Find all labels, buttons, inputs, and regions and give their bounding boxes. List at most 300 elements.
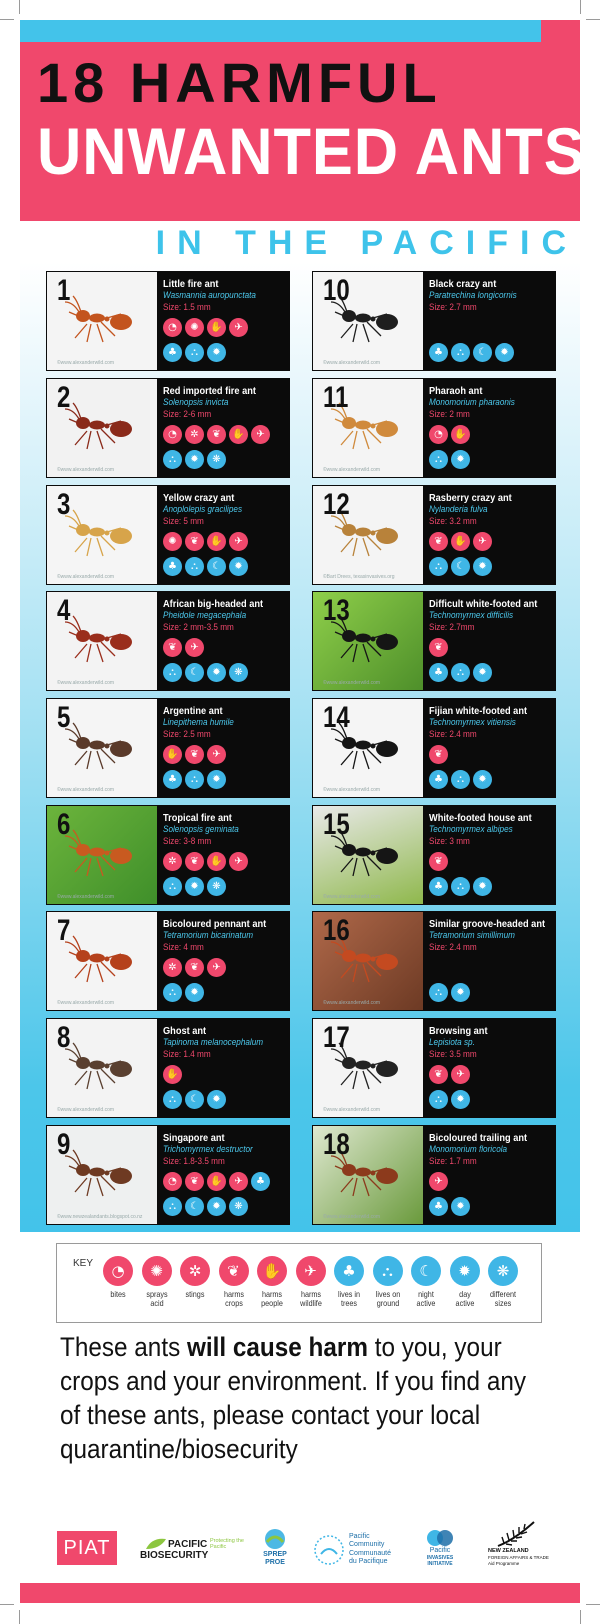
lives-on-ground-icon: ⛬: [163, 983, 182, 1002]
ant-scientific-name: Technomyrmex albipes: [429, 824, 513, 835]
night-active-icon: ☾: [185, 663, 204, 682]
ant-card: [312, 1125, 556, 1225]
photo-credit: ©www.alexanderwild.com: [323, 360, 381, 366]
ant-name: Red imported fire ant: [163, 385, 256, 397]
ant-scientific-name: Monomorium floricola: [429, 1144, 508, 1155]
ant-size: Size: 2 mm-3.5 mm: [163, 622, 234, 633]
photo-credit: ©www.alexanderwild.com: [323, 467, 381, 473]
ant-photo: [313, 1126, 423, 1224]
trait-icon-row: [429, 557, 492, 577]
lives-on-ground-icon: ⛬: [451, 770, 470, 789]
lives-in-trees-icon: ♣: [163, 557, 182, 576]
ant-name: Black crazy ant: [429, 278, 497, 290]
key-item-label: stings: [185, 1289, 205, 1299]
ant-size: Size: 1.5 mm: [163, 302, 211, 313]
day-active-icon: ✹: [185, 877, 204, 896]
day-active-icon: ✹: [451, 1197, 470, 1216]
ant-photo: [313, 699, 423, 797]
ant-scientific-name: Pheidole megacephala: [163, 610, 247, 621]
key-item-lives-on-ground: [368, 1256, 408, 1308]
ant-number: 11: [323, 381, 349, 414]
ant-photo: [47, 592, 157, 690]
ant-info: [163, 1132, 287, 1168]
photo-credit: ©www.alexanderwild.com: [57, 787, 115, 793]
ant-card: [46, 591, 290, 691]
ant-info: [163, 278, 287, 314]
night-active-icon: ☾: [185, 1090, 204, 1109]
ant-card: [46, 911, 290, 1011]
trait-icon-row: [429, 1172, 448, 1192]
harms-crops-icon: ❦: [429, 852, 448, 871]
key-item-harms-wildlife: [291, 1256, 331, 1308]
ant-scientific-name: Linepithema humile: [163, 717, 234, 728]
ant-size: Size: 2 mm: [429, 409, 470, 420]
harms-people-icon: ✋: [229, 425, 248, 444]
harms-crops-icon: ❦: [429, 745, 448, 764]
key-item-label: day active: [455, 1289, 474, 1308]
day-active-icon: ✹: [185, 983, 204, 1002]
lives-in-trees-icon: ♣: [429, 770, 448, 789]
ant-number: 5: [57, 701, 71, 734]
harms-people-icon: ✋: [451, 425, 470, 444]
ant-name: Singapore ant: [163, 1132, 225, 1144]
key-item-label: harms crops: [223, 1289, 244, 1308]
ant-photo: [47, 379, 157, 477]
bites-icon: ◔: [429, 425, 448, 444]
ant-info: [429, 1132, 553, 1168]
lives-on-ground-icon: ⛬: [163, 1090, 182, 1109]
day-active-icon: ✹: [473, 770, 492, 789]
ant-scientific-name: Monomorium pharaonis: [429, 397, 515, 408]
trait-icon-row: [163, 745, 226, 765]
trait-icon-row: [163, 343, 226, 363]
crop-mark: [19, 1610, 20, 1624]
different-sizes-icon: ❋: [229, 1197, 248, 1216]
ant-name: Pharaoh ant: [429, 385, 483, 397]
ant-card: [312, 698, 556, 798]
ant-card: [46, 805, 290, 905]
ant-info: [163, 598, 287, 634]
title-line-1: 18 HARMFUL: [37, 51, 442, 114]
ant-info: [429, 278, 553, 314]
ant-photo: [47, 1019, 157, 1117]
harms-people-icon: ✋: [207, 852, 226, 871]
bites-icon: ◔: [163, 318, 182, 337]
lives-on-ground-icon: ⛬: [185, 557, 204, 576]
trait-icon-row: [429, 983, 470, 1003]
ant-size: Size: 3.2 mm: [429, 516, 477, 527]
key-item-stings: [175, 1256, 215, 1299]
ant-scientific-name: Lepisiota sp.: [429, 1037, 475, 1048]
ant-number: 7: [57, 914, 71, 947]
harms-wildlife-icon: ✈: [229, 852, 248, 871]
ant-number: 13: [323, 594, 350, 627]
trait-icon-row: [163, 532, 248, 552]
proe-text: PROE: [265, 1559, 285, 1566]
pii-line1: Pacific: [429, 1547, 451, 1554]
ant-size: Size: 2.7 mm: [429, 302, 477, 313]
ant-size: Size: 1.4 mm: [163, 1049, 211, 1060]
ant-size: Size: 5 mm: [163, 516, 204, 527]
ant-card: [312, 378, 556, 478]
ant-info: [163, 385, 287, 421]
harms-crops-icon: ❦: [185, 532, 204, 551]
ant-card: [312, 485, 556, 585]
nz-line1: NEW ZEALAND: [488, 1548, 529, 1554]
ant-name: Rasberry crazy ant: [429, 492, 512, 504]
harms-people-icon: ✋: [207, 1172, 226, 1191]
ant-photo: [313, 806, 423, 904]
ant-name: Fijian white-footed ant: [429, 705, 528, 717]
ant-scientific-name: Solenopsis invicta: [163, 397, 229, 408]
harms-wildlife-icon: ✈: [473, 532, 492, 551]
ant-info: [163, 705, 287, 741]
harms-crops-icon: ❦: [429, 1065, 448, 1084]
ant-photo: [47, 806, 157, 904]
ant-name: African big-headed ant: [163, 598, 264, 610]
title-line-2: UNWANTED ANTS: [37, 114, 586, 188]
nz-aid-logo: [488, 1520, 548, 1572]
lives-in-trees-icon: ♣: [163, 343, 182, 362]
lives-on-ground-icon: ⛬: [429, 557, 448, 576]
ant-card: [46, 1125, 290, 1225]
sprep-emblem-icon: [262, 1528, 288, 1550]
harms-crops-icon: ❦: [219, 1256, 249, 1286]
key-item-different-sizes: [483, 1256, 523, 1308]
harms-wildlife-icon: ✈: [429, 1172, 448, 1191]
trait-icon-row: [163, 983, 204, 1003]
ant-info: [429, 705, 553, 741]
ant-photo: [47, 272, 157, 370]
photo-credit: ©www.alexanderwild.com: [57, 360, 115, 366]
lives-on-ground-icon: ⛬: [429, 1090, 448, 1109]
ant-name: Ghost ant: [163, 1025, 207, 1037]
sprays-acid-icon: ✺: [142, 1256, 172, 1286]
harms-crops-icon: ❦: [185, 1172, 204, 1191]
night-active-icon: ☾: [473, 343, 492, 362]
ant-info: [429, 598, 553, 634]
key-item-day-active: [445, 1256, 485, 1308]
ant-name: Argentine ant: [163, 705, 223, 717]
night-active-icon: ☾: [451, 557, 470, 576]
crop-mark: [0, 19, 14, 20]
ant-name: Tropical fire ant: [163, 812, 232, 824]
ant-card: [46, 378, 290, 478]
harms-crops-icon: ❦: [429, 638, 448, 657]
different-sizes-icon: ❋: [207, 450, 226, 469]
ant-card: [46, 698, 290, 798]
trait-icon-row: [429, 877, 492, 897]
footer-text-1: These ants: [60, 1332, 187, 1362]
lives-on-ground-icon: ⛬: [451, 663, 470, 682]
stings-icon: ✲: [185, 425, 204, 444]
subtitle: IN THE PACIFIC: [155, 224, 578, 262]
ant-scientific-name: Tetramorium simillimum: [429, 930, 515, 941]
lives-on-ground-icon: ⛬: [163, 450, 182, 469]
spc-line1: Pacific: [349, 1533, 370, 1540]
lives-on-ground-icon: ⛬: [163, 663, 182, 682]
ant-info: [163, 1025, 287, 1061]
ant-photo: [47, 699, 157, 797]
day-active-icon: ✹: [451, 1090, 470, 1109]
ant-scientific-name: Wasmannia auropunctata: [163, 290, 256, 301]
trait-icon-row: [163, 450, 226, 470]
ant-size: Size: 1.8-3.5 mm: [163, 1156, 225, 1167]
key-item-label: lives in trees: [337, 1289, 361, 1308]
trait-icon-row: [163, 1065, 182, 1085]
footer-text-2: to you, your crops and your environment. If you find any of these ants, please contact your local quarantine/biosecurity: [60, 1332, 527, 1464]
ant-scientific-name: Technomyrmex vitiensis: [429, 717, 516, 728]
harms-wildlife-icon: ✈: [451, 1065, 470, 1084]
trait-icon-row: [163, 1197, 248, 1217]
ant-number: 9: [57, 1128, 71, 1161]
trait-icon-row: [163, 958, 226, 978]
spc-line3: Communauté: [349, 1550, 392, 1557]
fern-icon: [496, 1520, 536, 1548]
lives-on-ground-icon: ⛬: [451, 877, 470, 896]
pii-emblem-icon: [425, 1529, 455, 1547]
nz-line2: FOREIGN AFFAIRS & TRADE: [488, 1555, 549, 1560]
ant-photo: [313, 912, 423, 1010]
harms-wildlife-icon: ✈: [207, 745, 226, 764]
lives-on-ground-icon: ⛬: [373, 1256, 403, 1286]
key-item-lives-in-trees: [329, 1256, 369, 1308]
footer-text-bold: will cause harm: [186, 1332, 368, 1362]
harms-wildlife-icon: ✈: [229, 318, 248, 337]
ant-photo: [313, 1019, 423, 1117]
ant-name: Difficult white-footed ant: [429, 598, 538, 610]
ant-card: [46, 1018, 290, 1118]
nz-line3: Aid Programme: [488, 1561, 520, 1566]
leaf-icon: [144, 1537, 168, 1551]
spc-line4: du Pacifique: [349, 1558, 388, 1565]
ant-photo: [47, 912, 157, 1010]
crop-mark: [19, 0, 20, 14]
trait-icon-row: [163, 663, 248, 683]
ant-photo: [47, 486, 157, 584]
ant-info: [163, 918, 287, 954]
trait-icon-row: [429, 1197, 470, 1217]
key-item-night-active: [406, 1256, 446, 1308]
different-sizes-icon: ❋: [207, 877, 226, 896]
trait-icon-row: [163, 425, 270, 445]
ant-name: Bicoloured trailing ant: [429, 1132, 528, 1144]
lives-on-ground-icon: ⛬: [185, 770, 204, 789]
ant-photo: [313, 486, 423, 584]
ant-info: [429, 385, 553, 421]
lives-in-trees-icon: ♣: [429, 663, 448, 682]
trait-icon-row: [429, 852, 448, 872]
stings-icon: ✲: [180, 1256, 210, 1286]
bites-icon: ◔: [163, 425, 182, 444]
lives-on-ground-icon: ⛬: [163, 877, 182, 896]
photo-credit: ©www.alexanderwild.com: [57, 1000, 115, 1006]
harms-people-icon: ✋: [163, 745, 182, 764]
key-item-label: sprays acid: [145, 1289, 168, 1308]
ant-scientific-name: Paratrechina longicornis: [429, 290, 517, 301]
ant-number: 6: [57, 808, 71, 841]
key-item-label: lives on ground: [375, 1289, 400, 1308]
trait-icon-row: [163, 877, 226, 897]
lives-on-ground-icon: ⛬: [163, 1197, 182, 1216]
ant-info: [429, 812, 553, 848]
bites-icon: ◔: [103, 1256, 133, 1286]
harms-crops-icon: ❦: [207, 425, 226, 444]
day-active-icon: ✹: [451, 450, 470, 469]
lives-on-ground-icon: ⛬: [429, 983, 448, 1002]
day-active-icon: ✹: [473, 557, 492, 576]
trait-icon-row: [429, 770, 492, 790]
trait-icon-row: [429, 343, 514, 363]
ant-name: White-footed house ant: [429, 812, 532, 824]
ant-number: 2: [57, 381, 71, 414]
day-active-icon: ✹: [450, 1256, 480, 1286]
lives-in-trees-icon: ♣: [429, 1197, 448, 1216]
lives-on-ground-icon: ⛬: [429, 450, 448, 469]
ant-size: Size: 2.7mm: [429, 622, 475, 633]
photo-credit: ©www.alexanderwild.com: [57, 680, 115, 686]
night-active-icon: ☾: [185, 1197, 204, 1216]
trait-icon-row: [163, 1090, 226, 1110]
lives-in-trees-icon: ♣: [251, 1172, 270, 1191]
ant-name: Yellow crazy ant: [163, 492, 235, 504]
trait-icon-row: [163, 318, 248, 338]
ant-name: Little fire ant: [163, 278, 219, 290]
day-active-icon: ✹: [207, 1090, 226, 1109]
photo-credit: ©www.alexanderwild.com: [323, 1107, 381, 1113]
ant-scientific-name: Anoplolepis gracilipes: [163, 504, 243, 515]
ant-size: Size: 2.5 mm: [163, 729, 211, 740]
different-sizes-icon: ❋: [229, 663, 248, 682]
pacific-biosecurity-sub: Protecting the Pacific: [210, 1538, 244, 1550]
spc-emblem-icon: [313, 1534, 345, 1566]
pacific-biosecurity-line1: PACIFIC: [168, 1539, 208, 1550]
ant-card: [312, 911, 556, 1011]
ant-number: 10: [323, 274, 350, 307]
day-active-icon: ✹: [185, 450, 204, 469]
ant-scientific-name: Trichomyrmex destructor: [163, 1144, 253, 1155]
ant-size: Size: 1.7 mm: [429, 1156, 477, 1167]
trait-icon-row: [429, 1090, 470, 1110]
ant-number: 17: [323, 1021, 350, 1054]
ant-info: [429, 492, 553, 528]
crop-mark: [0, 1604, 14, 1605]
harms-crops-icon: ❦: [429, 532, 448, 551]
lives-in-trees-icon: ♣: [334, 1256, 364, 1286]
crop-mark: [586, 19, 600, 20]
day-active-icon: ✹: [229, 557, 248, 576]
harms-wildlife-icon: ✈: [185, 638, 204, 657]
photo-credit: ©www.alexanderwild.com: [57, 1107, 115, 1113]
day-active-icon: ✹: [495, 343, 514, 362]
trait-icon-row: [429, 425, 470, 445]
ant-number: 12: [323, 488, 350, 521]
photo-credit: ©www.alexanderwild.com: [57, 894, 115, 900]
pacific-biosecurity-logo: [138, 1537, 246, 1567]
stings-icon: ✲: [163, 958, 182, 977]
header-blue-strip: [20, 20, 541, 42]
ant-info: [429, 918, 553, 954]
ant-card: [312, 1018, 556, 1118]
ant-photo: [313, 379, 423, 477]
ant-size: Size: 3.5 mm: [429, 1049, 477, 1060]
sprep-logo: [260, 1528, 290, 1572]
ant-info: [163, 812, 287, 848]
key-label: KEY: [73, 1258, 94, 1269]
photo-credit: ©Bart Drees, texasinvasives.org: [323, 574, 395, 580]
lives-on-ground-icon: ⛬: [185, 343, 204, 362]
trait-icon-row: [163, 557, 248, 577]
photo-credit: ©www.alexanderwild.com: [57, 467, 115, 473]
key-item-label: harms wildlife: [299, 1289, 322, 1308]
photo-credit: ©www.alexanderwild.com: [323, 1000, 381, 1006]
sprays-acid-icon: ✺: [163, 532, 182, 551]
harms-wildlife-icon: ✈: [251, 425, 270, 444]
key-item-label: harms people: [261, 1289, 283, 1308]
ant-size: Size: 2.4 mm: [429, 942, 477, 953]
ant-number: 1: [57, 274, 71, 307]
harms-crops-icon: ❦: [163, 638, 182, 657]
trait-icon-row: [163, 638, 204, 658]
ant-size: Size: 2.4 mm: [429, 729, 477, 740]
day-active-icon: ✹: [473, 663, 492, 682]
ant-size: Size: 3 mm: [429, 836, 470, 847]
night-active-icon: ☾: [207, 557, 226, 576]
trait-icon-row: [429, 1065, 470, 1085]
sprep-text: SPREP: [263, 1551, 287, 1558]
ant-number: 3: [57, 488, 71, 521]
pacific-community-logo: [313, 1532, 413, 1568]
ant-scientific-name: Solenopsis geminata: [163, 824, 239, 835]
day-active-icon: ✹: [207, 343, 226, 362]
ant-number: 16: [323, 914, 350, 947]
harms-people-icon: ✋: [257, 1256, 287, 1286]
trait-icon-row: [163, 1172, 270, 1192]
ant-name: Bicoloured pennant ant: [163, 918, 267, 930]
ant-photo: [47, 1126, 157, 1224]
ant-card: [312, 591, 556, 691]
trait-icon-row: [163, 852, 248, 872]
crop-mark: [580, 1610, 581, 1624]
day-active-icon: ✹: [207, 1197, 226, 1216]
photo-credit: ©www.alexanderwild.com: [323, 894, 381, 900]
day-active-icon: ✹: [207, 770, 226, 789]
ant-info: [429, 1025, 553, 1061]
ant-scientific-name: Nylanderia fulva: [429, 504, 488, 515]
trait-icon-row: [163, 770, 226, 790]
harms-crops-icon: ❦: [185, 958, 204, 977]
ant-photo: [313, 592, 423, 690]
ant-card: [46, 271, 290, 371]
key-item-label: night active: [416, 1289, 436, 1308]
trait-icon-row: [429, 663, 492, 683]
sprays-acid-icon: ✺: [185, 318, 204, 337]
ant-name: Browsing ant: [429, 1025, 488, 1037]
harms-crops-icon: ❦: [185, 852, 204, 871]
ant-scientific-name: Technomyrmex difficilis: [429, 610, 514, 621]
trait-icon-row: [429, 745, 448, 765]
lives-on-ground-icon: ⛬: [451, 343, 470, 362]
day-active-icon: ✹: [207, 663, 226, 682]
night-active-icon: ☾: [411, 1256, 441, 1286]
footer-message: [60, 1330, 546, 1466]
ant-number: 14: [323, 701, 350, 734]
key-item-label: bites: [110, 1289, 126, 1299]
crop-mark: [586, 1604, 600, 1605]
harms-wildlife-icon: ✈: [207, 958, 226, 977]
pacific-biosecurity-line2: BIOSECURITY: [140, 1550, 209, 1561]
ant-size: Size: 4 mm: [163, 942, 204, 953]
